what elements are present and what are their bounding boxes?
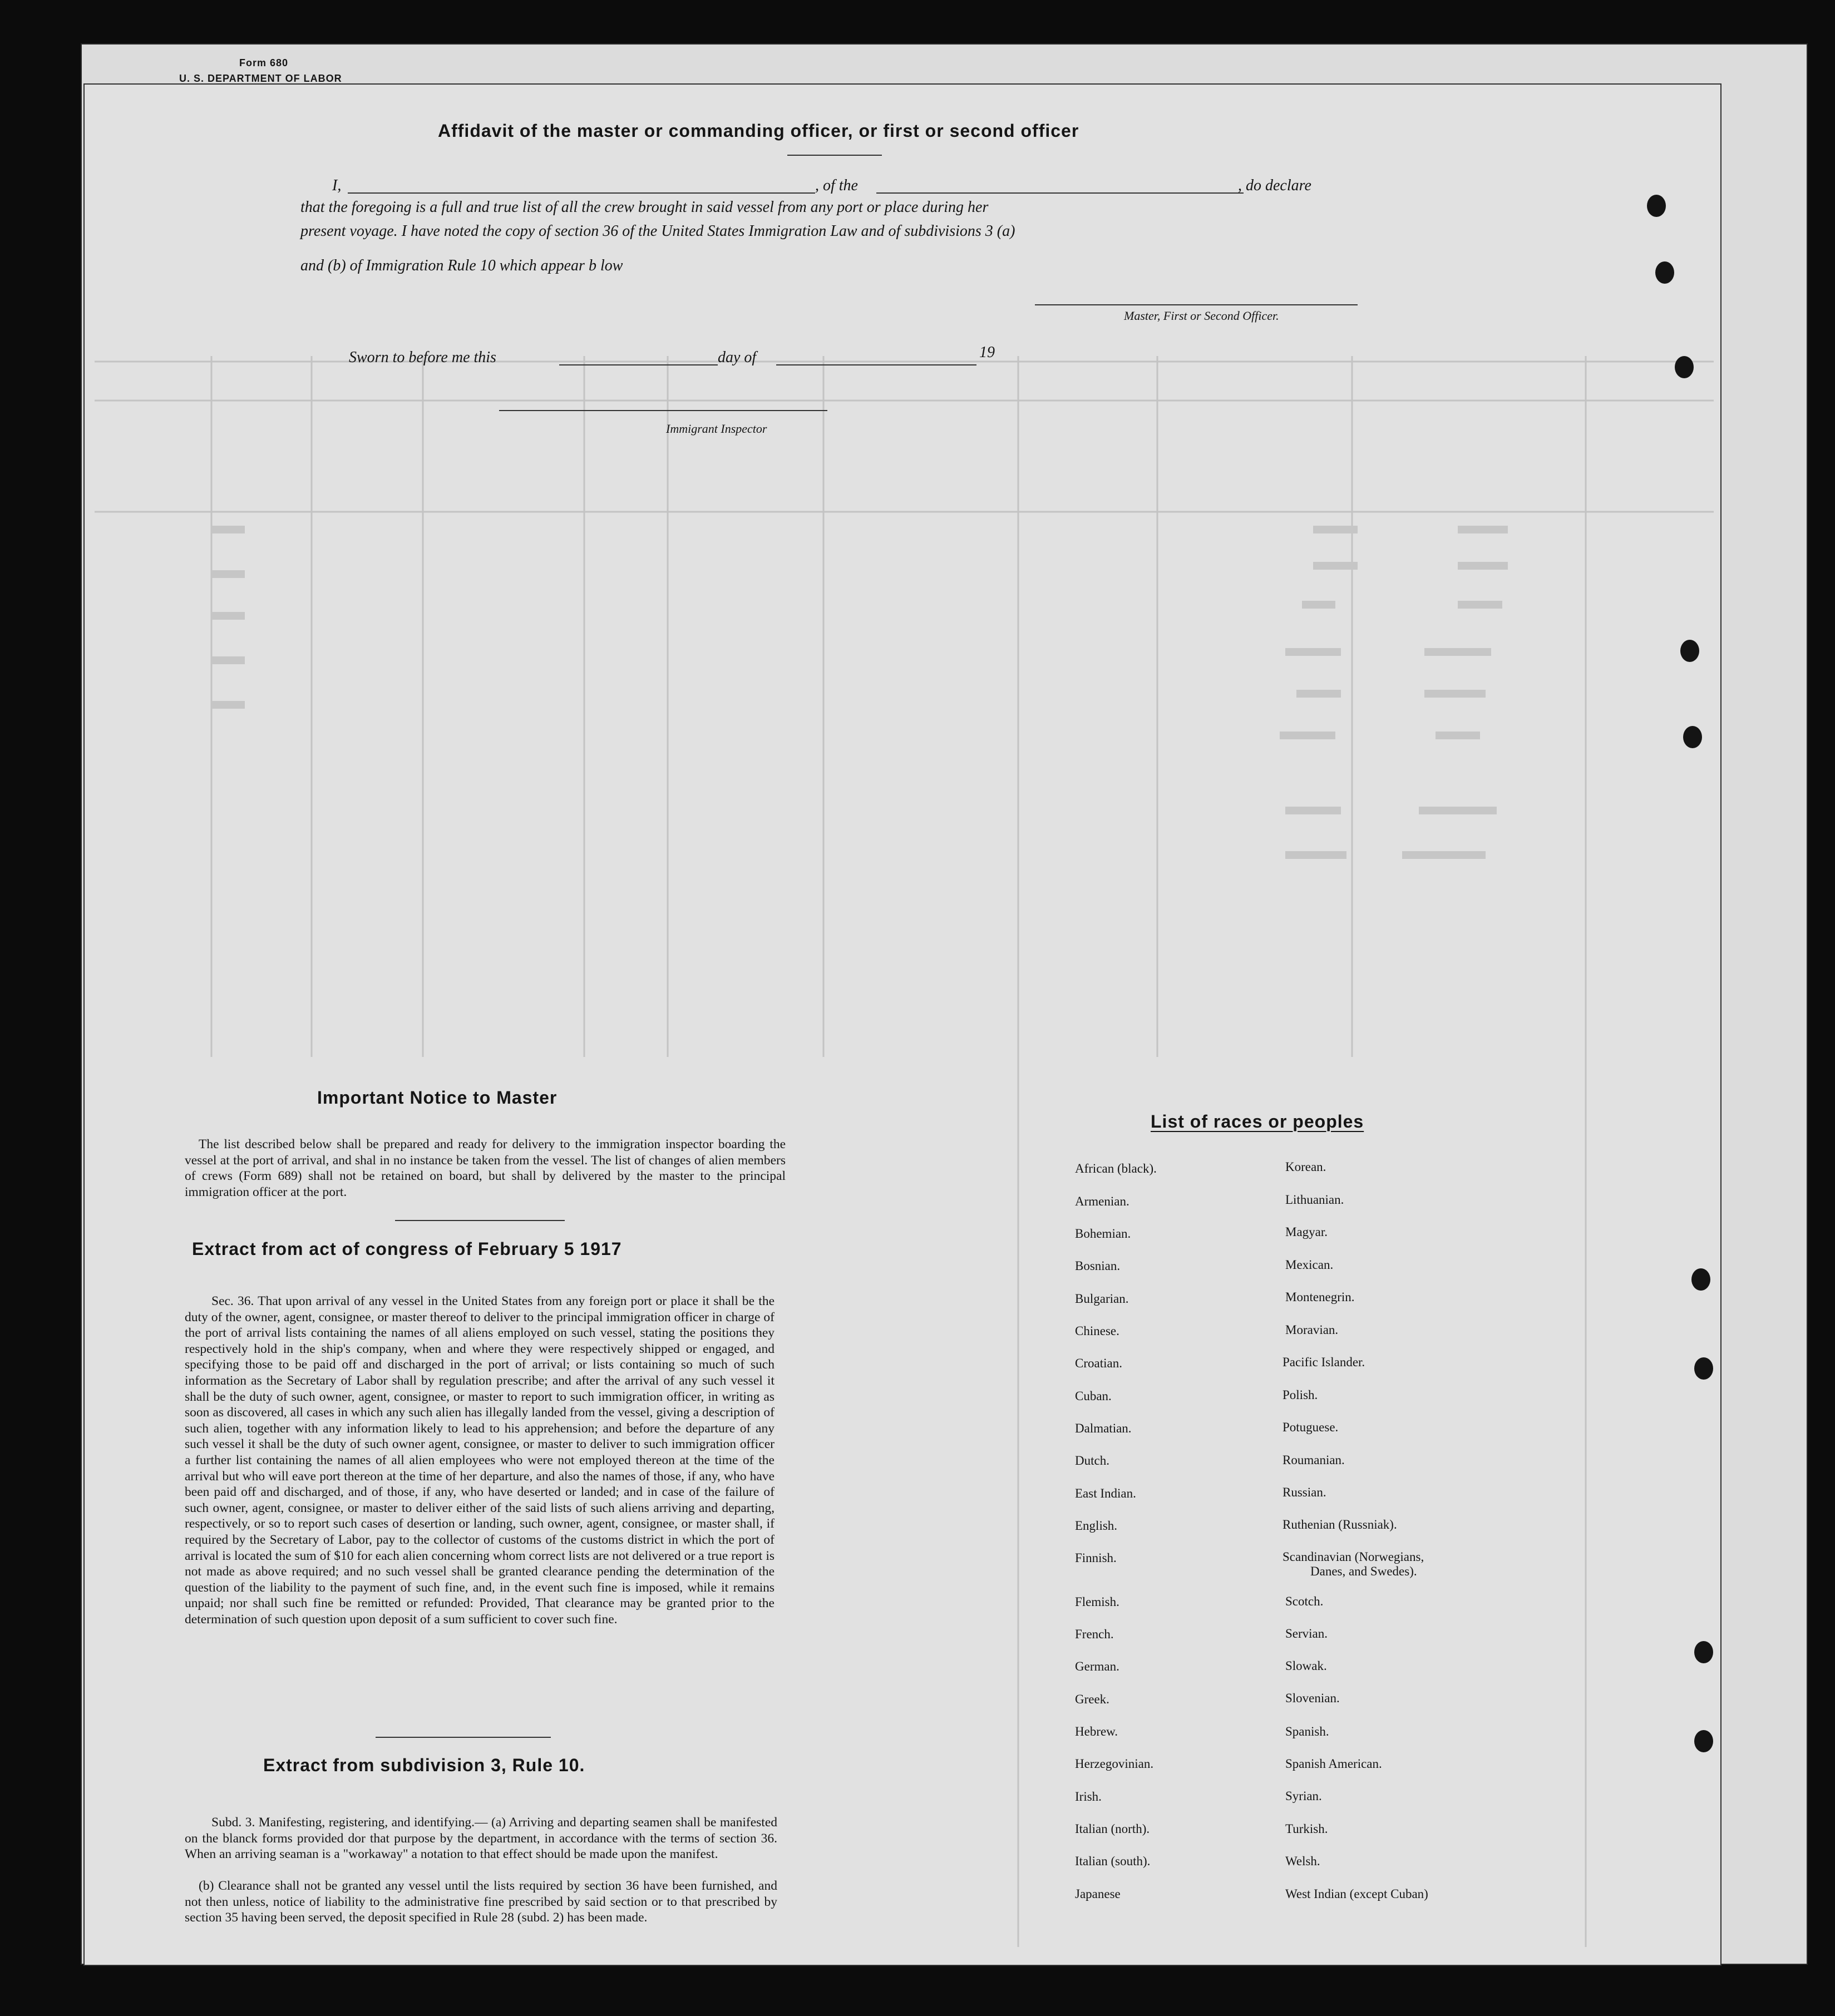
race-item: Cuban.: [1075, 1389, 1112, 1403]
sworn-day-label: day of: [718, 349, 757, 366]
race-item: Montenegrin.: [1285, 1290, 1355, 1304]
race-item: Spanish American.: [1285, 1757, 1382, 1771]
punch-hole: [1691, 1268, 1710, 1291]
race-item: Italian (north).: [1075, 1822, 1150, 1836]
race-item: Polish.: [1282, 1388, 1318, 1402]
affidavit-line1-prefix: I,: [332, 177, 342, 194]
sworn-day-blank[interactable]: [559, 364, 718, 365]
race-item: Roumanian.: [1282, 1453, 1345, 1467]
punch-hole: [1694, 1357, 1713, 1380]
race-item: West Indian (except Cuban): [1285, 1887, 1428, 1901]
races-title: List of races or peoples: [1151, 1111, 1364, 1131]
race-item: Ruthenian (Russniak).: [1282, 1518, 1397, 1531]
punch-hole: [1647, 195, 1666, 217]
notice-text: The list described below shall be prepared and ready for delivery to the immigration inspector boarding the vessel at the port of arrival, and shal in no instance be taken from the vessel. The list of changes of alien members of crews (Form 689) shall not be retained on board, but shall by delivered by the master to the principal immigration officer at the port.: [185, 1137, 786, 1199]
race-item: English.: [1075, 1519, 1118, 1533]
race-item: Greek.: [1075, 1692, 1109, 1706]
notice-title: Important Notice to Master: [317, 1088, 558, 1108]
race-item: Flemish.: [1075, 1595, 1119, 1609]
race-item: Turkish.: [1285, 1822, 1328, 1836]
extract-act-rule: [376, 1737, 551, 1738]
affidavit-title: Affidavit of the master or commanding officer, or first or second officer: [438, 121, 1079, 141]
signature-label: Master, First or Second Officer.: [1124, 309, 1279, 323]
race-item: Chinese.: [1075, 1324, 1119, 1338]
affidavit-line3: present voyage. I have noted the copy of section 36 of the United States Immigration Law and of subdivisions 3 (a): [300, 223, 1015, 240]
race-item: Bosnian.: [1075, 1259, 1121, 1273]
sworn-prefix: Sworn to before me this: [349, 349, 496, 366]
race-item: Potuguese.: [1282, 1420, 1339, 1434]
race-item: Lithuanian.: [1285, 1193, 1344, 1207]
race-item: Moravian.: [1285, 1323, 1339, 1337]
race-item: East Indian.: [1075, 1486, 1136, 1500]
race-item: Japanese: [1075, 1887, 1121, 1901]
race-item: Hebrew.: [1075, 1725, 1118, 1738]
name-blank[interactable]: [348, 192, 815, 194]
race-item: Servian.: [1285, 1627, 1328, 1641]
race-item: Herzegovinian.: [1075, 1757, 1154, 1771]
punch-hole: [1694, 1730, 1713, 1752]
affidavit-line4: and (b) of Immigration Rule 10 which appear b low: [300, 257, 623, 274]
race-item: Slovenian.: [1285, 1691, 1340, 1705]
race-item: Dutch.: [1075, 1454, 1109, 1467]
vessel-blank[interactable]: [876, 192, 1244, 194]
punch-hole: [1675, 356, 1694, 378]
punch-hole: [1680, 640, 1699, 662]
extract-rule-title: Extract from subdivision 3, Rule 10.: [263, 1755, 585, 1775]
punch-hole: [1683, 726, 1702, 748]
race-item: Italian (south).: [1075, 1854, 1151, 1868]
race-item: African (black).: [1075, 1162, 1157, 1175]
race-item: Magyar.: [1285, 1225, 1328, 1239]
race-item: Irish.: [1075, 1790, 1102, 1803]
race-item: Armenian.: [1075, 1194, 1129, 1208]
affidavit-line1-suffix: , do declare: [1238, 177, 1311, 194]
race-item: Bohemian.: [1075, 1227, 1131, 1241]
inspector-blank[interactable]: [499, 410, 827, 411]
race-item: Syrian.: [1285, 1789, 1322, 1803]
race-item: French.: [1075, 1627, 1114, 1641]
race-item: Spanish.: [1285, 1725, 1329, 1738]
affidavit-line1-mid: , of the: [815, 177, 858, 194]
race-item: Dalmatian.: [1075, 1421, 1132, 1435]
race-item: Finnish.: [1075, 1551, 1117, 1565]
extract-rule-para-a: Subd. 3. Manifesting, registering, and identifying.— (a) Arriving and departing seamen shall be manifested on the blanck forms provided dor that purpose by the department, in accordance with the terms of section 36. When an arriving seaman is a "workaway" a notation to that effect should be made upon the manifest.: [185, 1815, 777, 1862]
race-item: Mexican.: [1285, 1258, 1334, 1272]
extract-rule-para-b: (b) Clearance shall not be granted any vessel until the lists required by section 36 have been furnished, and not then unless, notice of liability to the administrative fine prescribed by said section or to that prescribed by section 35 having been served, the deposit specified in Rule 28 (subd. 2) has been made.: [185, 1879, 777, 1925]
punch-hole: [1694, 1641, 1713, 1663]
extract-act-title: Extract from act of congress of February 5 1917: [192, 1239, 622, 1259]
race-item: Pacific Islander.: [1282, 1355, 1365, 1369]
document-sheet: [83, 83, 1721, 1966]
notice-rule: [395, 1220, 565, 1221]
race-item: Croatian.: [1075, 1356, 1122, 1370]
department-name: U. S. DEPARTMENT OF LABOR: [179, 73, 342, 84]
race-item-continuation: Danes, and Swedes).: [1310, 1564, 1417, 1578]
race-item: Scotch.: [1285, 1594, 1324, 1608]
title-rule: [787, 155, 882, 156]
signature-blank[interactable]: [1035, 304, 1358, 305]
race-item: Welsh.: [1285, 1854, 1320, 1868]
sworn-month-blank[interactable]: [776, 364, 976, 365]
race-item: Bulgarian.: [1075, 1292, 1129, 1306]
race-item: Scandinavian (Norwegians,: [1282, 1550, 1424, 1564]
race-item: Slowak.: [1285, 1659, 1327, 1673]
affidavit-line2: that the foregoing is a full and true list of all the crew brought in said vessel from any port or place during her: [300, 199, 989, 216]
race-item: Russian.: [1282, 1485, 1326, 1499]
form-number: Form 680: [239, 57, 289, 68]
punch-hole: [1655, 261, 1674, 284]
sworn-year: 19: [979, 344, 995, 361]
inspector-label: Immigrant Inspector: [666, 422, 767, 436]
race-item: Korean.: [1285, 1160, 1326, 1174]
race-item: German.: [1075, 1659, 1119, 1673]
extract-act-text: Sec. 36. That upon arrival of any vessel in the United States from any foreign port or place it shall be the duty of the owner, agent, consignee, or master thereof to deliver to the principal immigration officer in charge of the port of arrival lists containing the names of all aliens employed on such vessel, stating the positions they respectively hold in the ship's company, when and where they were respectively shipped or engaged, and specifying those to be paid off and discharged in the port of arrival; or lists containing so much of such information as the Secretary of Labor shall by regulation prescribe; and after the arrival of any such vessel it shall be the duty of such owner, agent, consignee, or master to report to such immigration officer, in writing as soon as discovered, all cases in which any such alien has illegally landed from the vessel, giving a description of such alien, together with any information likely to lead to his apprehension; and before the departure of any such vessel it shall be the duty of such owner agent, consignee, or master to deliver to such immigration officer a further list containing the names of all alien employees who were not employed thereon at the time of the arrival but who will eave port thereon at the time of her departure, and also the names of those, if any, who have been paid off and discharged, and of those, if any, who have deserted or landed; and in case of the failure of such owner, agent, consignee, or master to deliver either of the said lists of such aliens arriving and departing, respectively, or so to report such cases of desertion or landing, such owner, agent, consignee, or master shall, if required by the Secretary of Labor, pay to the collector of customs of the customs district in which the port of arrival is located the sum of $10 for each alien concerning whom correct lists are not delivered or a true report is not made as above required; and no such vessel shall be granted clearance pending the determination of the question of the liability to the payment of such fine, and, in the event such fine is imposed, while it remains unpaid; nor shall such fine be remitted or refunded: Provided, That clearance may be granted prior to the determination of such question upon deposit of a sum sufficient to cover such fine.: [185, 1294, 775, 1627]
